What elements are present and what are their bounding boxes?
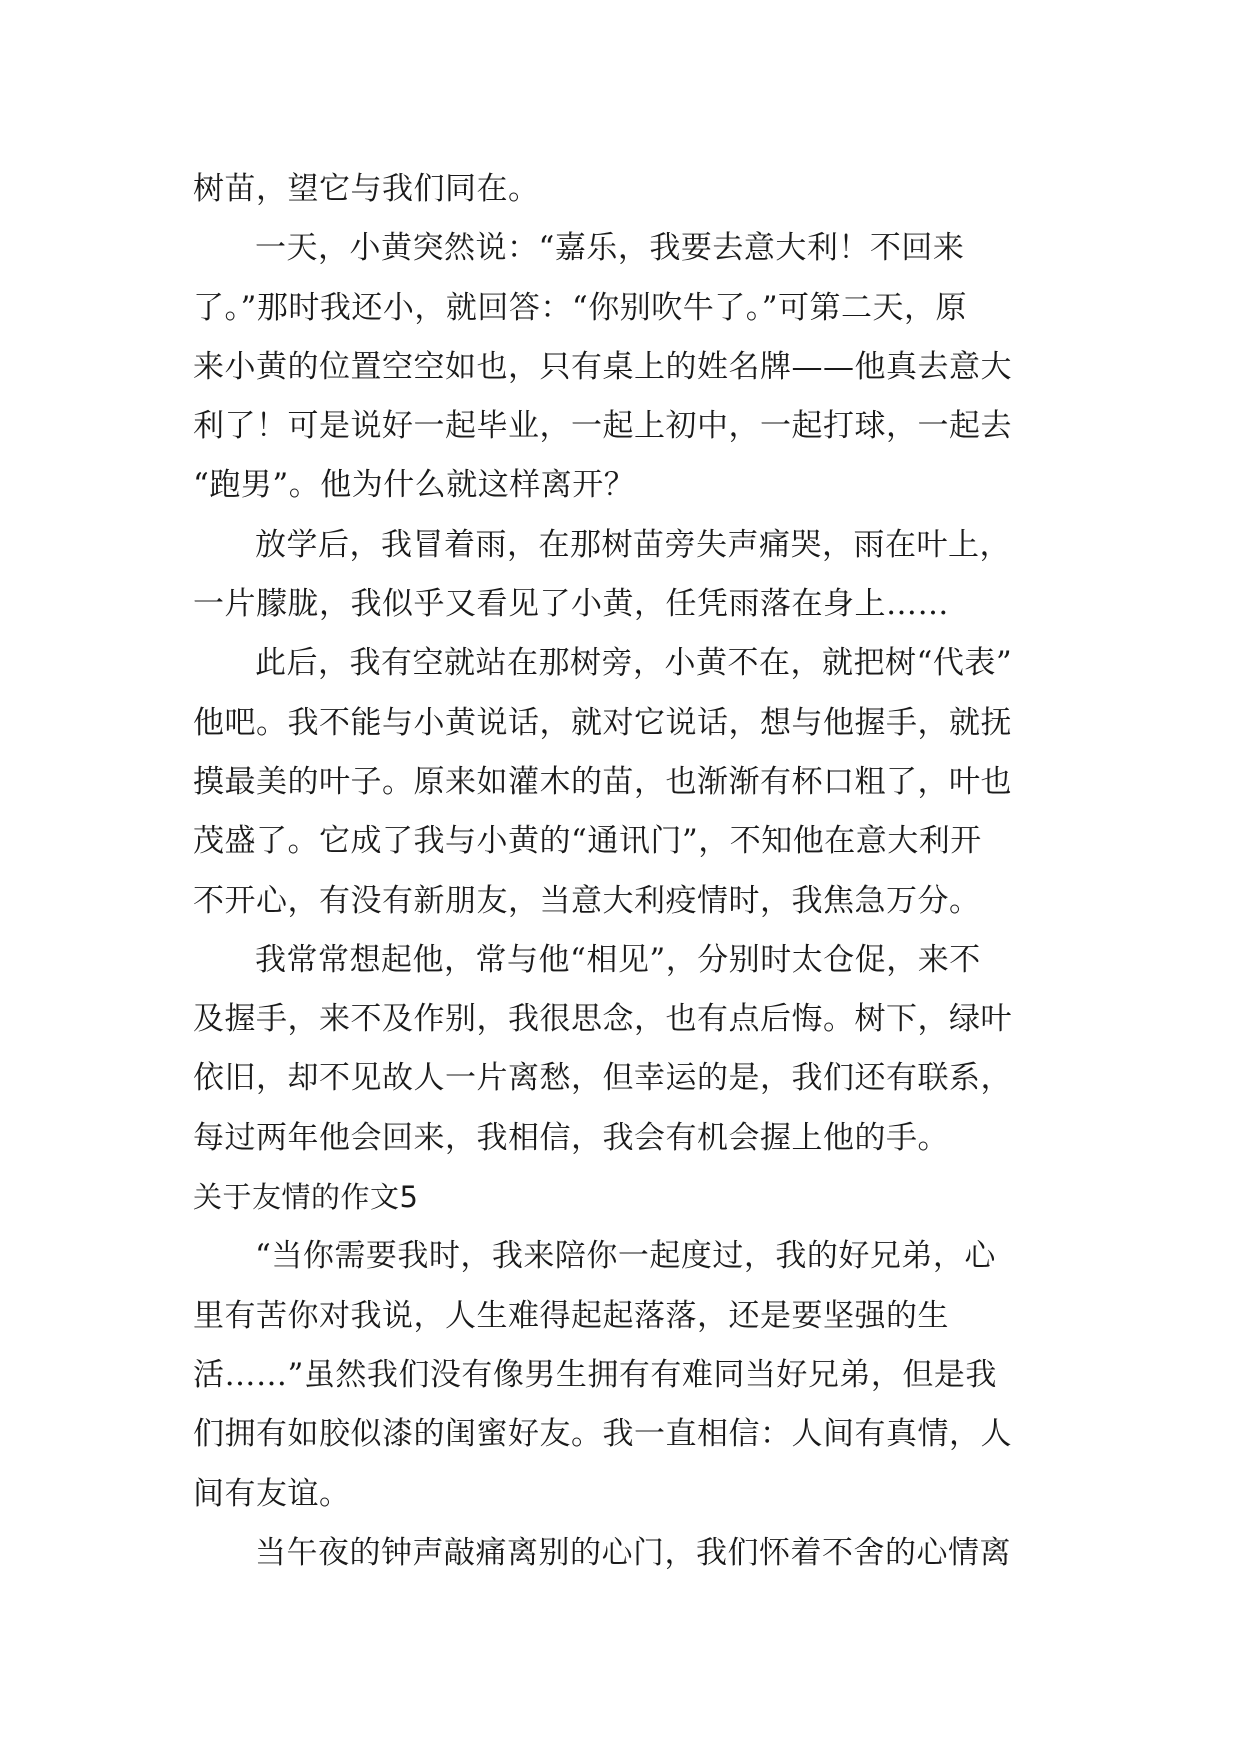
text-line: 依旧，却不见故人一片离愁，但幸运的是，我们还有联系， [193, 1060, 1012, 1097]
text-line: 及握手，来不及作别，我很思念，也有点后悔。树下，绿叶 [193, 1001, 1012, 1038]
text-line: 树苗，望它与我们同在。 [193, 171, 540, 207]
text-line: 当午夜的钟声敲痛离别的心门，我们怀着不舍的心情离 [255, 1534, 1011, 1571]
text-line: 摸最美的叶子。原来如灌木的苗，也渐渐有杯口粗了，叶也 [193, 763, 1012, 800]
text-line: 此后，我有空就站在那树旁，小黄不在，就把树“代表” [255, 645, 1013, 682]
text-line: “跑男”。他为什么就这样离开？ [193, 467, 636, 504]
text-line: 来小黄的位置空空如也，只有桌上的姓名牌——他真去意大 [193, 348, 1012, 385]
text-line: 利了！可是说好一起毕业，一起上初中，一起打球，一起去 [193, 408, 1012, 445]
text-line: 间有友谊。 [193, 1475, 351, 1512]
text-line: 们拥有如胶似漆的闺蜜好友。我一直相信：人间有真情，人 [193, 1416, 1012, 1453]
text-line: 一天，小黄突然说：“嘉乐，我要去意大利！不回来 [255, 230, 965, 267]
text-line: 一片朦胧，我似乎又看见了小黄，任凭雨落在身上…… [193, 586, 949, 623]
text-line: “当你需要我时，我来陪你一起度过，我的好兄弟，心 [255, 1238, 996, 1275]
text-line: 他吧。我不能与小黄说话，就对它说话，想与他握手，就抚 [193, 704, 1012, 741]
section-heading: 关于友情的作文5 [193, 1180, 419, 1215]
text-line: 放学后，我冒着雨，在那树苗旁失声痛哭，雨在叶上， [255, 526, 1011, 563]
text-line: 活……”虽然我们没有像男生拥有有难同当好兄弟，但是我 [193, 1356, 997, 1393]
essay-text [193, 160, 1053, 1583]
text-line: 我常常想起他，常与他“相见”，分别时太仓促，来不 [255, 941, 981, 978]
text-line: 里有苦你对我说，人生难得起起落落，还是要坚强的生 [193, 1297, 949, 1334]
text-line: 不开心，有没有新朋友，当意大利疫情时，我焦急万分。 [193, 882, 981, 919]
text-line: 每过两年他会回来，我相信，我会有机会握上他的手。 [193, 1119, 949, 1156]
text-line: 了。”那时我还小，就回答：“你别吹牛了。”可第二天，原 [193, 289, 968, 326]
text-line: 茂盛了。它成了我与小黄的“通讯门”，不知他在意大利开 [193, 823, 982, 860]
